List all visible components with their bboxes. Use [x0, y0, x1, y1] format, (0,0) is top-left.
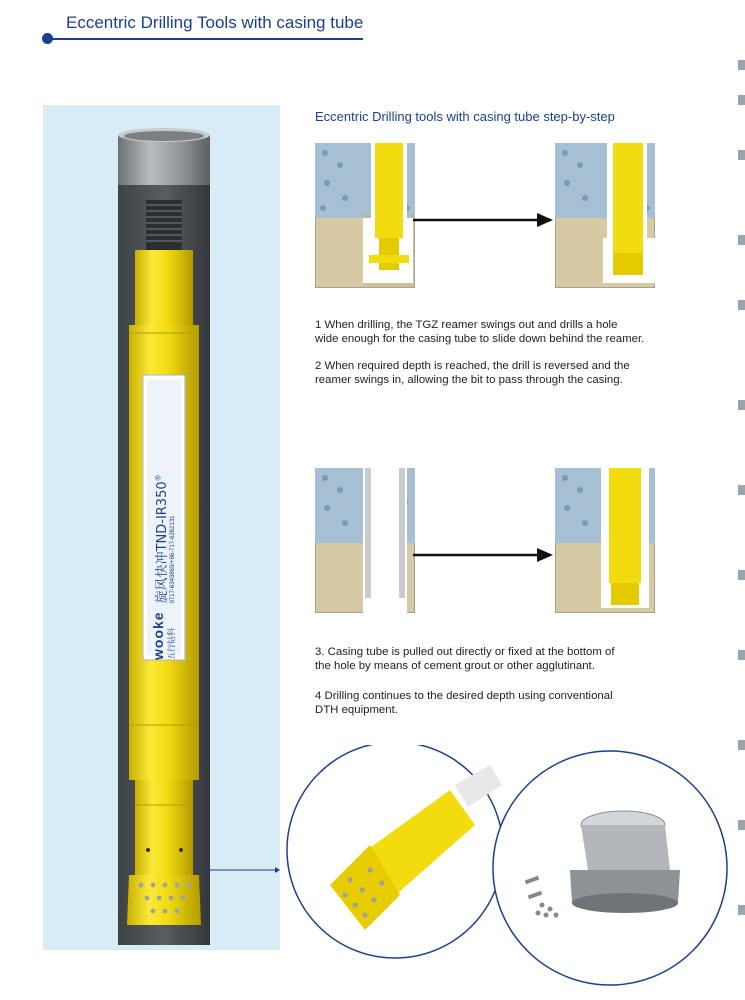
step4-text [315, 689, 715, 717]
registered-mark: ® [154, 474, 163, 482]
title-underline [48, 38, 363, 40]
detail-circles [270, 745, 730, 995]
product-panel [43, 105, 280, 950]
edge-dash [738, 150, 745, 160]
label-model: 旋风快冲TND-IR350 [154, 481, 170, 604]
edge-dash [738, 570, 745, 580]
step3-line2: the hole by means of cement grout or other agglutinant. [315, 660, 595, 672]
edge-dash [738, 300, 745, 310]
label-phone: 0717-6343869/+86-717-6262131 [169, 515, 176, 604]
step2-line2: reamer swings in, allowing the bit to pass through the casing. [315, 374, 623, 386]
step2-line1: 2 When required depth is reached, the drill is reversed and the [315, 360, 630, 372]
edge-dash [738, 650, 745, 660]
step3-line1: 3. Casing tube is pulled out directly or fixed at the bottom of [315, 646, 615, 658]
arrow-right-icon [413, 545, 555, 565]
edge-dash [738, 235, 745, 245]
arrow-right-icon [413, 210, 555, 230]
step1-diagram-left [315, 143, 415, 288]
step2-text [315, 359, 715, 387]
step1-line2: wide enough for the casing tube to slide down behind the reamer. [315, 333, 645, 345]
label-brand: wooke [149, 611, 166, 660]
edge-dash [738, 60, 745, 70]
steps-title: Eccentric Drilling tools with casing tube step-by-step [315, 109, 615, 124]
edge-dash [738, 820, 745, 830]
edge-dash [738, 485, 745, 495]
label-brand-cn: 五行钻科 [166, 628, 176, 660]
edge-dash [738, 95, 745, 105]
edge-dash [738, 740, 745, 750]
step4-line2: DTH equipment. [315, 704, 398, 716]
page-title: Eccentric Drilling Tools with casing tube [66, 13, 364, 32]
step2-diagram-right [555, 468, 655, 613]
edge-dash [738, 905, 745, 915]
title-bullet-icon [42, 33, 53, 44]
edge-dash [738, 400, 745, 410]
step1-text [315, 318, 715, 346]
step4-line1: 4 Drilling continues to the desired depth using conventional [315, 690, 613, 702]
product-label [143, 370, 203, 660]
step1-diagram-right [555, 143, 655, 288]
step1-line1: 1 When drilling, the TGZ reamer swings out and drills a hole [315, 319, 618, 331]
step3-text [315, 645, 715, 673]
step2-diagram-left [315, 468, 415, 613]
